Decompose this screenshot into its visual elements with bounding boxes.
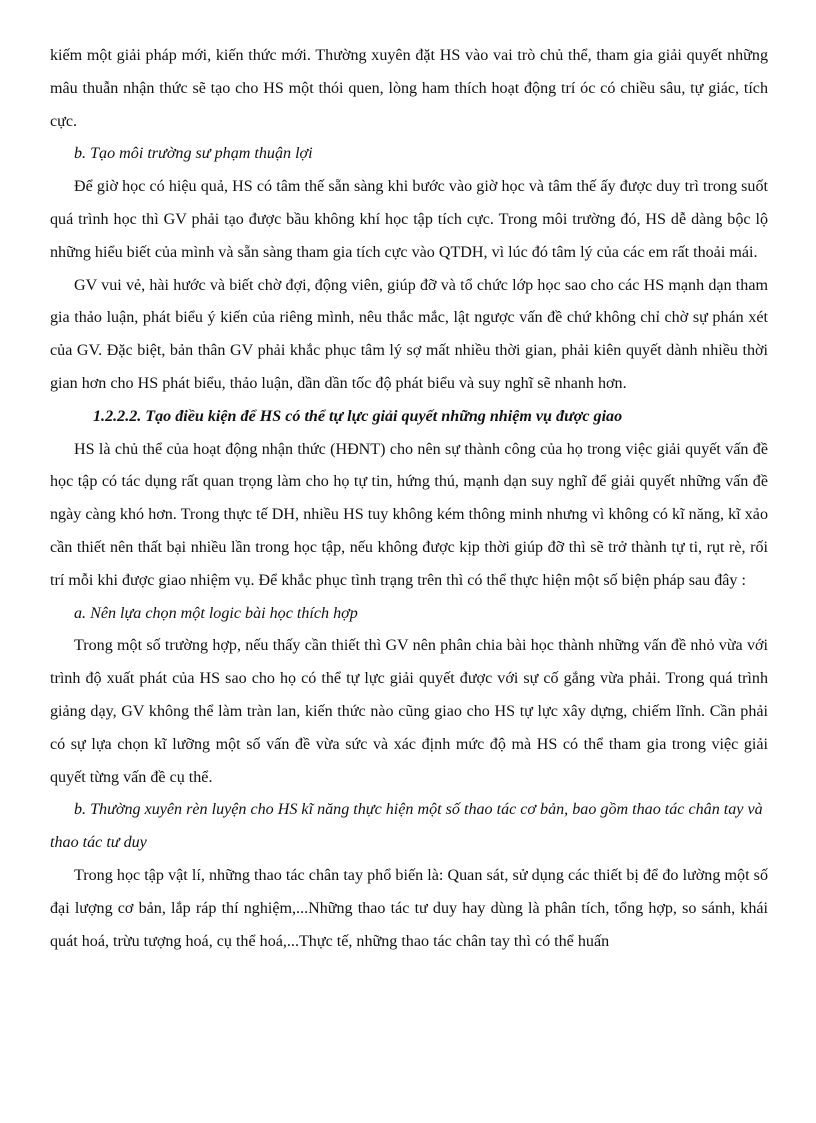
paragraph: GV vui vẻ, hài hước và biết chờ đợi, động viên, giúp đỡ và tổ chức lớp học sao cho các HS mạnh dạn tham gia thảo luận, phát biểu ý kiến của riêng mình, nêu thắc mắc, lật ngược vấn đề chứ không chỉ chờ sự phán xét của GV. Đặc biệt, bản thân GV phải khắc phục tâm lý sợ mất nhiều thời gian, phải kiên quyết dành nhiều thời gian hơn cho HS phát biểu, thảo luận, dần dần tốc độ phát biểu và suy nghĩ sẽ nhanh hơn. <box>50 276 768 392</box>
subheading-b-ren-luyen: b. Thường xuyên rèn luyện cho HS kĩ năng thực hiện một số thao tác cơ bản, bao gồm thao tác chân tay và thao tác tư duy <box>50 801 763 852</box>
paragraph-continuation: kiếm một giải pháp mới, kiến thức mới. Thường xuyên đặt HS vào vai trò chủ thể, tham gia giải quyết những mâu thuẫn nhận thức sẽ tạo cho HS một thói quen, lòng ham thích hoạt động trí óc có chiều sâu, tự giác, tích cực. <box>50 47 768 130</box>
subheading-b-moi-truong: b. Tạo môi trường sư phạm thuận lợi <box>74 145 313 163</box>
subheading-a-logic-bai-hoc: a. Nên lựa chọn một logic bài học thích hợp <box>74 604 358 622</box>
paragraph: HS là chủ thể của hoạt động nhận thức (HĐNT) cho nên sự thành công của họ trong việc giải quyết vấn đề học tập có tác dụng rất quan trọng làm cho họ tự tin, hứng thú, mạnh dạn suy nghĩ để giải quyết những vấn đề ngày càng khó hơn. Trong thực tế DH, nhiều HS tuy không kém thông minh nhưng vì không có kĩ năng, kĩ xảo cần thiết nên thất bại nhiều lần trong học tập, nếu không được kịp thời giúp đỡ thì sẽ trở thành tự ti, rụt rè, rối trí mỗi khi được giao nhiệm vụ. Để khắc phục tình trạng trên thì có thể thực hiện một số biện pháp sau đây : <box>50 440 768 589</box>
section-heading-1-2-2-2: 1.2.2.2. Tạo điều kiện để HS có thể tự lực giải quyết những nhiệm vụ được giao <box>93 407 623 425</box>
paragraph: Trong một số trường hợp, nếu thấy cần thiết thì GV nên phân chia bài học thành những vấn đề nhỏ vừa với trình độ xuất phát của HS sao cho họ có thể tự lực giải quyết được với sự cố gắng vừa phải. Trong quá trình giảng dạy, GV không thể làm tràn lan, kiến thức nào cũng giao cho HS tự lực xây dựng, chiếm lĩnh. Cần phải có sự lựa chọn kĩ lưỡng một số vấn đề vừa sức và xác định mức độ mà HS có thể tham gia trong việc giải quyết từng vấn đề cụ thể. <box>50 637 768 786</box>
paragraph: Để giờ học có hiệu quả, HS có tâm thế sẵn sàng khi bước vào giờ học và tâm thế ấy được duy trì trong suốt quá trình học thì GV phải tạo được bầu không khí học tập tích cực. Trong môi trường đó, HS dễ dàng bộc lộ những hiểu biết của mình và sẵn sàng tham gia tích cực vào QTDH, vì lúc đó tâm lý của các em rất thoải mái. <box>50 178 768 261</box>
paragraph-last: Trong học tập vật lí, những thao tác chân tay phổ biến là: Quan sát, sử dụng các thiết bị để đo lường một số đại lượng cơ bản, lắp ráp thí nghiệm,...Những thao tác tư duy hay dùng là phân tích, tổng hợp, so sánh, khái quát hoá, trừu tượng hoá, cụ thể hoá,...Thực tế, những thao tác chân tay thì có thể huấn <box>50 866 768 950</box>
